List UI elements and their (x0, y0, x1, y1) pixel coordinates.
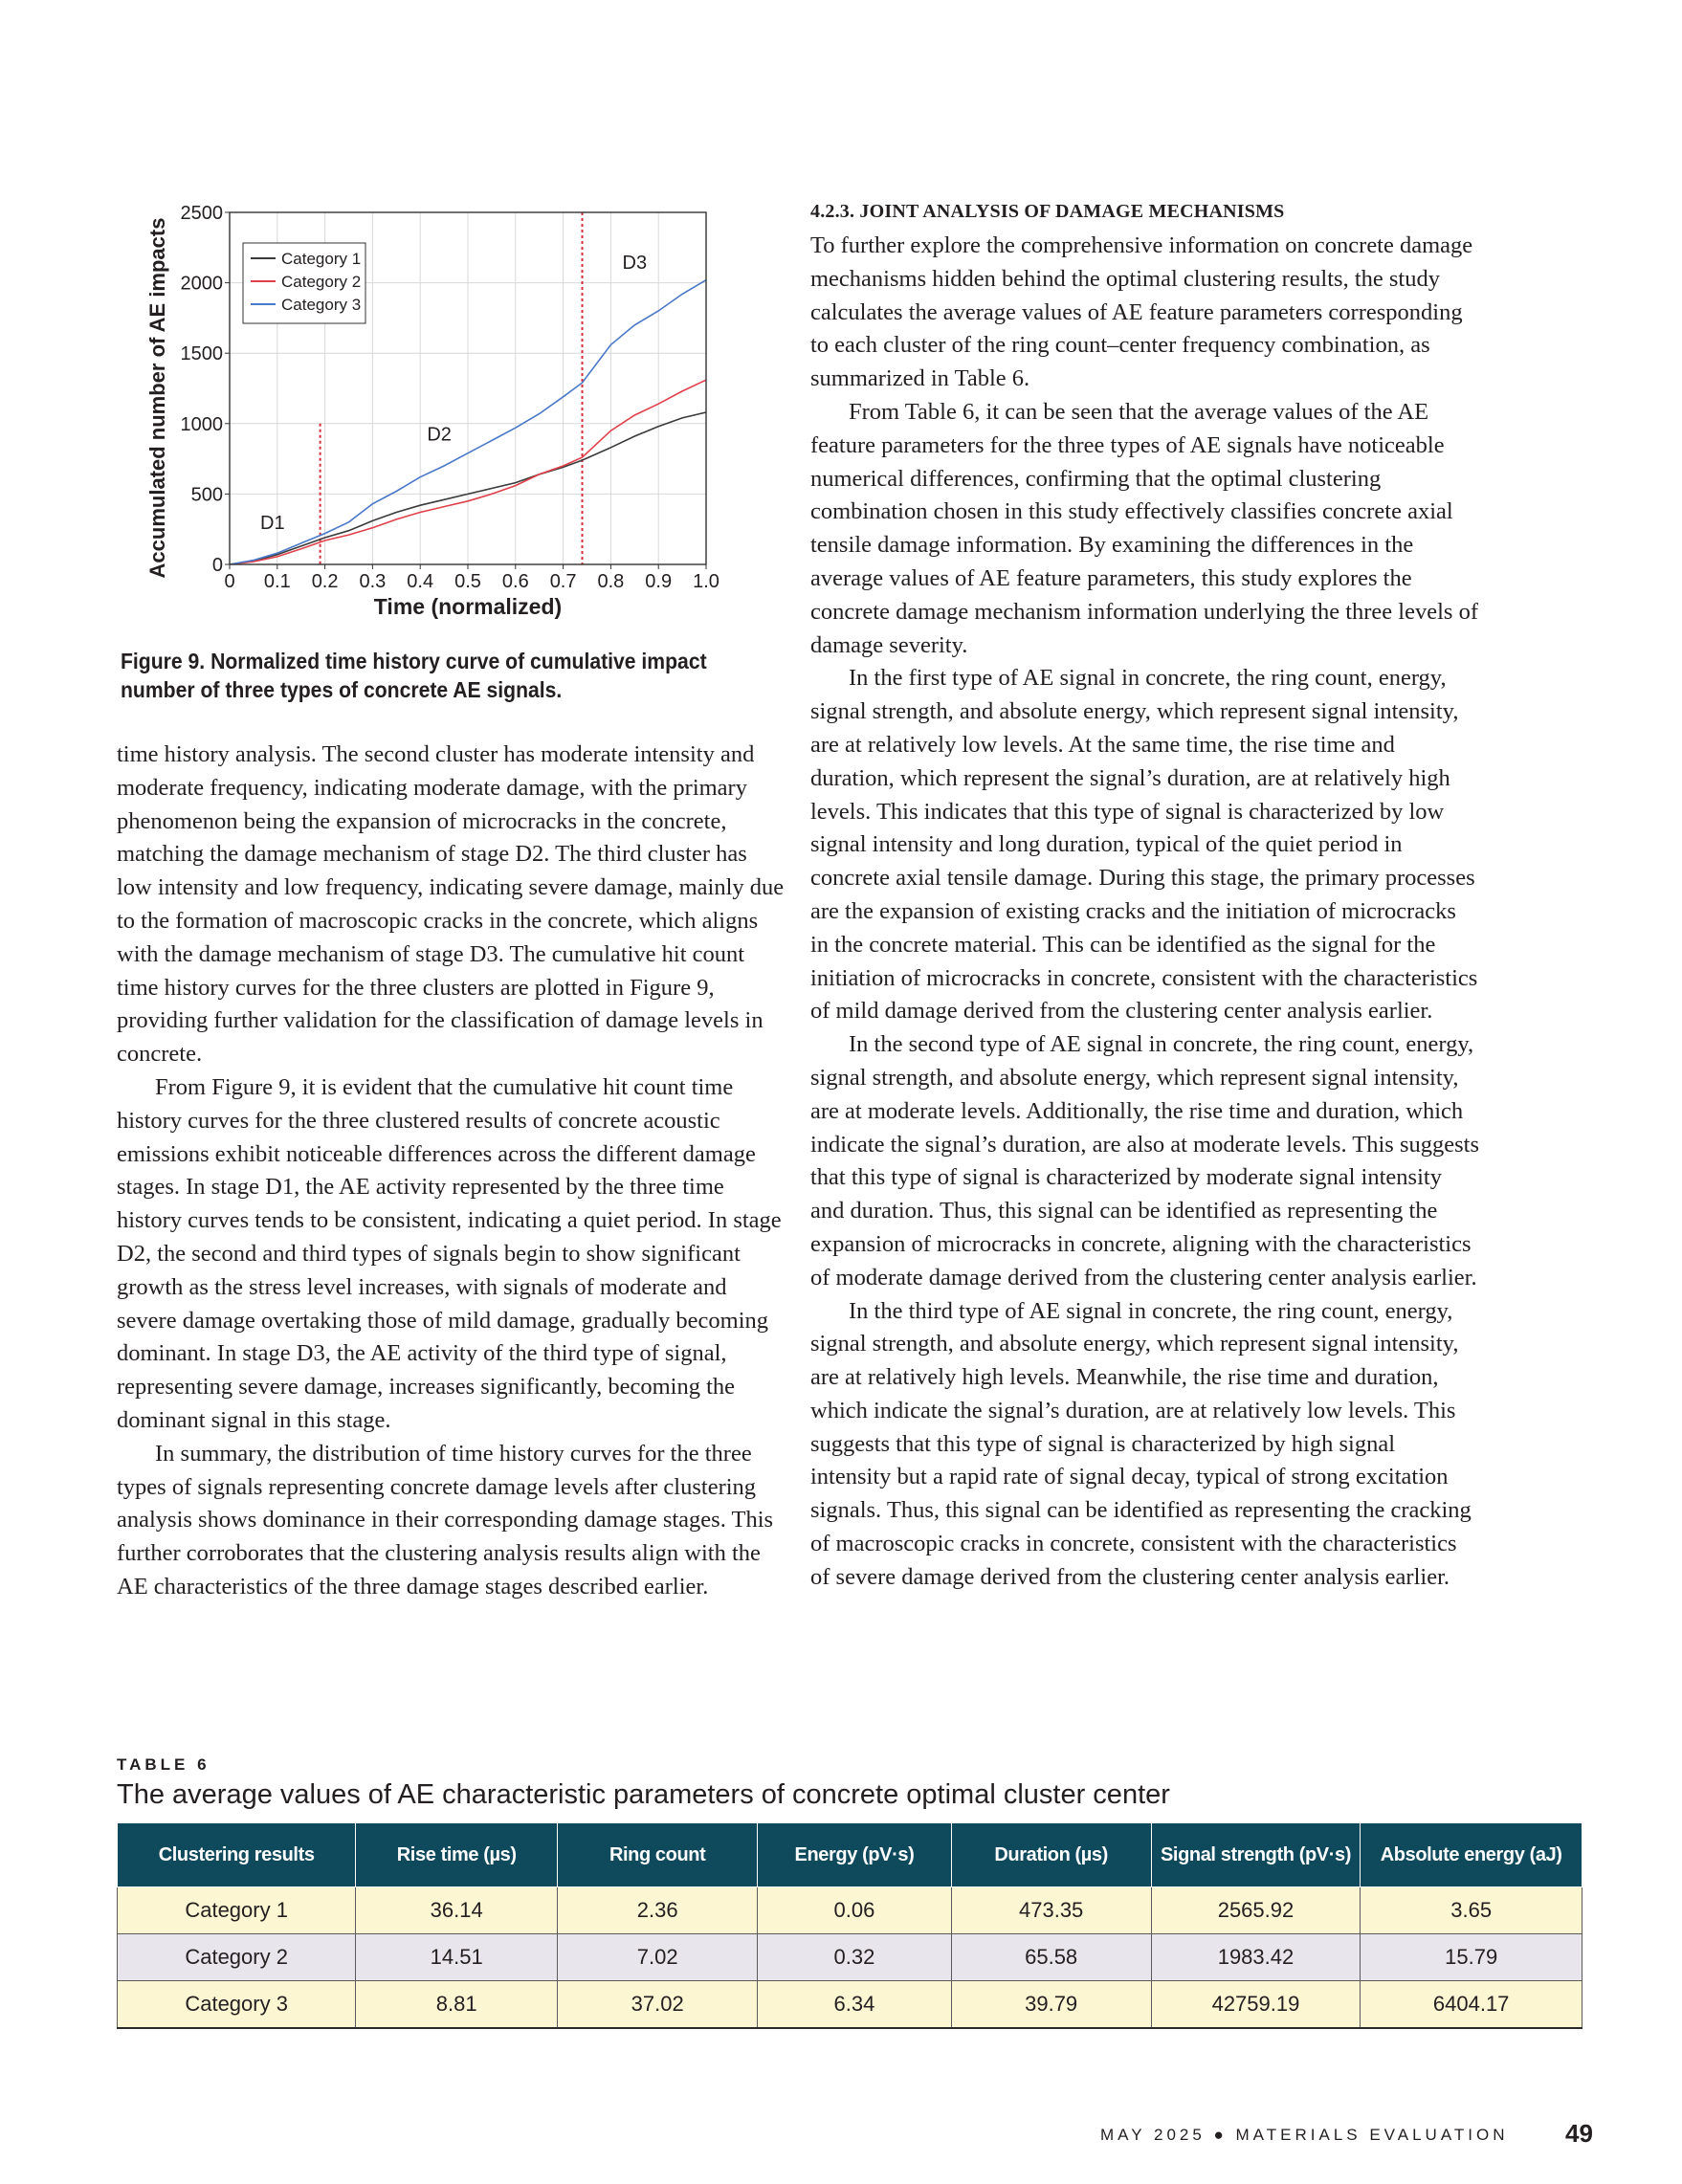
table-cell: 65.58 (951, 1934, 1151, 1981)
table-cell: 1983.42 (1151, 1934, 1361, 1981)
table-cell: 42759.19 (1151, 1981, 1361, 2029)
x-axis-label: Time (normalized) (373, 594, 563, 619)
x-tick-label: 0.2 (311, 571, 339, 592)
left-paragraph-3: In summary, the distribution of time history curves for the three types of signals representing concrete damage levels after clustering analysis shows dominance in their corresponding damage stages. This further corroborates that the clustering analysis results align with the AE characteristics of the three damage stages described earlier. (117, 1440, 774, 1599)
table-title: The average values of AE characteristic parameters of concrete optimal cluster center (117, 1779, 1170, 1810)
stage-label: D2 (427, 424, 452, 446)
table-cell: 6.34 (758, 1981, 951, 2029)
figure-caption: Figure 9. Normalized time history curve of cumulative impact number of three types of concrete AE signals. (121, 649, 707, 702)
header-cell: Duration (µs) (951, 1823, 1151, 1887)
y-axis-label: Accumulated number of AE impacts (145, 217, 169, 579)
table-cell: 2.36 (558, 1887, 758, 1934)
right-paragraph-2: From Table 6, it can be seen that the average values of the AE feature parameters for the three types of AE signals have noticeable numerical differences, confirming that the optimal clustering combination chosen in this study effectively classifies concrete axial tensile damage information. By examining the differences in the average values of AE feature parameters, this study explores the concrete damage mechanism information underlying the three levels of damage severity. (810, 398, 1478, 658)
header-cell: Rise time (µs) (356, 1823, 558, 1887)
table-label: TABLE 6 (117, 1755, 210, 1774)
right-column (810, 230, 1480, 1595)
y-tick-label: 2000 (180, 273, 223, 295)
header-cell: Ring count (558, 1823, 758, 1887)
x-tick-label: 0.3 (359, 571, 387, 592)
section-heading: 4.2.3. JOINT ANALYSIS OF DAMAGE MECHANISMS (810, 201, 1285, 222)
x-tick-label: 0.7 (549, 571, 577, 592)
table-cell: 37.02 (558, 1981, 758, 2029)
table-cell: 2565.92 (1151, 1887, 1361, 1934)
right-paragraph-3: In the first type of AE signal in concrete, the ring count, energy, signal strength, and absolute energy, which represent signal intensity, are at relatively low levels. At the same time, the rise time and duration, which represent the signal’s duration, are at relatively high levels. This indicates that this type of signal is characterized by low signal intensity and long duration, typical of the quiet period in concrete axial tensile damage. During this stage, the primary processes are the expansion of existing cracks and the initiation of microcracks in the concrete material. This can be identified as the signal for the initiation of microcracks in concrete, consistent with the characteristics of mild damage derived from the clustering center analysis earlier. (810, 665, 1478, 1025)
left-paragraph-2: From Figure 9, it is evident that the cumulative hit count time history curves for the three clustered results of concrete acoustic emissions exhibit noticeable differences across the different damage stages. In stage D1, the AE activity represented by the three time history curves tends to be consistent, indicating a quiet period. In stage D2, the second and third types of signals begin to show significant growth as the stress level increases, with signals of moderate and severe damage overtaking those of mild damage, gradually becoming dominant. In stage D3, the AE activity of the third type of signal, representing severe damage, increases significantly, becoming the dominant signal in this stage. (117, 1073, 782, 1433)
table-cell: 7.02 (558, 1934, 758, 1981)
stage-label: D3 (622, 252, 648, 274)
table-cell: Category 2 (118, 1934, 356, 1981)
table-row (118, 1887, 1582, 1934)
x-tick-label: 0 (224, 571, 235, 592)
table-cell: 15.79 (1361, 1934, 1582, 1981)
x-tick-label: 0.5 (454, 571, 481, 592)
y-tick-label: 1500 (180, 343, 223, 365)
right-paragraph-5: In the third type of AE signal in concrete, the ring count, energy, signal strength, and absolute energy, which represent signal intensity, are at relatively high levels. Meanwhile, the rise time and duration, which indicate the signal’s duration, are at relatively low levels. This suggests that this type of signal is characterized by high signal intensity but a rapid rate of signal decay, typical of strong excitation signals. Thus, this signal can be identified as representing the cracking of macroscopic cracks in concrete, consistent with the characteristics of severe damage derived from the clustering center analysis earlier. (810, 1297, 1472, 1590)
y-tick-label: 500 (190, 484, 223, 506)
y-tick-label: 1000 (180, 413, 223, 435)
table-cell: 36.14 (356, 1887, 558, 1934)
table-cell: Category 1 (118, 1887, 356, 1934)
table-cell: 3.65 (1361, 1887, 1582, 1934)
table-row (118, 1981, 1582, 2029)
header-cell: Energy (pV·s) (758, 1823, 951, 1887)
table-cell: 0.32 (758, 1934, 951, 1981)
table-cell: 0.06 (758, 1887, 951, 1934)
table-cell: 473.35 (951, 1887, 1151, 1934)
right-paragraph-1: To further explore the comprehensive information on concrete damage mechanisms hidden behind the optimal clustering results, the study calculates the average values of AE feature parameters corresponding to each cluster of the ring count–center frequency combination, as summarized in Table 6. (810, 232, 1473, 392)
header-cell: Signal strength (pV·s) (1151, 1823, 1361, 1887)
table-row (118, 1934, 1582, 1981)
figure-9 (117, 191, 748, 619)
left-paragraph-1: time history analysis. The second cluster has moderate intensity and moderate frequency, indicating moderate damage, with the primary phenomenon being the expansion of microcracks in the concrete, matching the damage mechanism of stage D2. The third cluster has low intensity and low frequency, indicating severe damage, mainly due to the formation of macroscopic cracks in the concrete, which aligns with the damage mechanism of stage D3. The cumulative hit count time history curves for the three clusters are plotted in Figure 9, providing further validation for the classification of damage levels in concrete. (117, 741, 785, 1068)
table-header-row (118, 1823, 1582, 1887)
header-cell: Clustering results (118, 1823, 356, 1887)
table-cell: 8.81 (356, 1981, 558, 2029)
x-tick-label: 0.8 (597, 571, 625, 592)
x-tick-label: 0.9 (645, 571, 673, 592)
header-cell: Absolute energy (aJ) (1361, 1823, 1582, 1887)
legend-label: Category 1 (281, 250, 362, 268)
table-cell: 6404.17 (1361, 1981, 1582, 2029)
x-tick-label: 1.0 (693, 571, 719, 592)
table-6 (117, 1822, 1582, 2029)
running-footer: MAY 2025 ● MATERIALS EVALUATION (1100, 2126, 1509, 2144)
left-column (117, 739, 786, 1604)
table-cell: 39.79 (951, 1981, 1151, 2029)
right-paragraph-4: In the second type of AE signal in concrete, the ring count, energy, signal strength, and absolute energy, which represent signal intensity, are at moderate levels. Additionally, the rise time and duration, which indicate the signal’s duration, are also at moderate levels. This suggests that this type of signal is characterized by moderate signal intensity and duration. Thus, this signal can be identified as representing the expansion of microcracks in concrete, aligning with the characteristics of moderate damage derived from the clustering center analysis earlier. (810, 1031, 1479, 1291)
page-number: 49 (1565, 2119, 1593, 2148)
cumulative-hits-chart (117, 191, 748, 619)
x-tick-label: 0.4 (407, 571, 434, 592)
legend-label: Category 2 (281, 273, 362, 291)
x-tick-label: 0.1 (263, 571, 291, 592)
y-tick-label: 0 (211, 555, 223, 576)
table-cell: Category 3 (118, 1981, 356, 2029)
x-tick-label: 0.6 (501, 571, 529, 592)
table-cell: 14.51 (356, 1934, 558, 1981)
legend-label: Category 3 (281, 296, 362, 314)
y-tick-label: 2500 (180, 203, 223, 224)
stage-label: D1 (260, 513, 285, 535)
